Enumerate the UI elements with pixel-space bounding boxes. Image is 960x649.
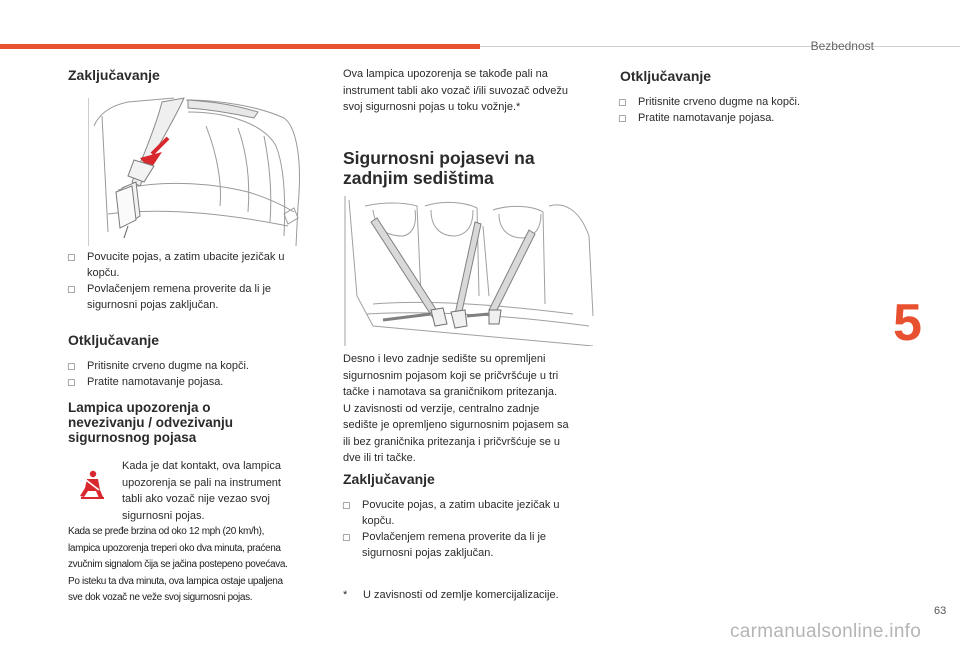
list-item: ▢ Povucite pojas, a zatim ubacite jezičak u xyxy=(87,249,285,266)
list-item-continuation: sigurnosni pojas zaključan. xyxy=(87,299,219,311)
bullet-icon: ▢ xyxy=(342,500,351,510)
bullet-icon: ▢ xyxy=(67,377,76,387)
heading-warning-lamp: Lampica upozorenja o nevezivanju / odvezivanju sigurnosnog pojasa xyxy=(68,400,234,445)
speed-warning-note: Kada se pređe brzina od oko 12 mph (20 km/h), lampica upozorenja treperi oko dva minuta, praćena zvučnim signalom čija se jačina postepeno povećava. Po isteku ta dva minuta, ova lampica ostaje upaljena sve dok vozač ne veže svoj sigurnosni pojas. xyxy=(68,526,288,603)
list-item-continuation: kopču. xyxy=(87,267,120,279)
bullet-icon: ▢ xyxy=(618,97,627,107)
footnote-marker: * xyxy=(343,589,348,601)
list-item: ▢ Pratite namotavanje pojasa. xyxy=(87,374,223,391)
chapter-number: 5 xyxy=(893,294,922,352)
watermark: carmanualsonline.info xyxy=(730,621,922,642)
seatbelt-warning-icon xyxy=(78,470,106,500)
list-item: ▢ Pritisnite crveno dugme na kopči. xyxy=(87,358,249,375)
list-item: ▢ Pratite namotavanje pojasa. xyxy=(638,110,774,127)
list-item: ▢ Povucite pojas, a zatim ubacite jezičak u xyxy=(362,497,560,514)
footnote: U zavisnosti od zemlje komercijalizacije. xyxy=(363,589,559,601)
front-seatbelt-illustration xyxy=(88,96,304,246)
list-item-continuation: kopču. xyxy=(362,515,395,527)
heading-locking: Zaključavanje xyxy=(68,67,160,83)
list-item: ▢ Pritisnite crveno dugme na kopči. xyxy=(638,94,800,111)
header-divider-line xyxy=(480,46,960,47)
rear-seatbelts-illustration xyxy=(343,196,598,346)
list-item: ▢ Povlačenjem remena proverite da li je xyxy=(362,529,546,546)
heading-rear-seatbelts: Sigurnosni pojasevi na zadnjim sedištima xyxy=(343,148,535,188)
bullet-icon: ▢ xyxy=(342,532,351,542)
page-number: 63 xyxy=(934,605,947,617)
bullet-icon: ▢ xyxy=(67,252,76,262)
passenger-warning-text: Ova lampica upozorenja se takođe pali na instrument tabli ako vozač i/ili suvozač odvežu svoj sigurnosni pojas u toku vožnje.* xyxy=(343,68,568,113)
list-item-continuation: sigurnosni pojas zaključan. xyxy=(362,547,494,559)
list-item: ▢ Povlačenjem remena proverite da li je xyxy=(87,281,271,298)
bullet-icon: ▢ xyxy=(67,284,76,294)
heading-unlocking-rear: Otključavanje xyxy=(620,68,712,84)
header-accent-bar xyxy=(0,44,480,49)
bullet-icon: ▢ xyxy=(67,361,76,371)
bullet-icon: ▢ xyxy=(618,113,627,123)
section-title: Bezbednost xyxy=(810,39,874,53)
heading-locking-rear: Zaključavanje xyxy=(343,471,435,487)
heading-unlocking: Otključavanje xyxy=(68,332,160,348)
warning-lamp-text: Kada je dat kontakt, ova lampica upozorenja se pali na instrument tabli ako vozač nije vezao svoj sigurnosni pojas. xyxy=(122,460,281,522)
rear-seatbelt-description: Desno i levo zadnje sedište su opremljeni sigurnosnim pojasom koji se pričvršćuje u tri tačke i namotava sa graničnikom pritezanja. U zavisnosti od verzije, centralno zadnje sedište je opremljeno sigurnosnim pojasem sa ili bez graničnika pritezanja i pričvršćuje se u dve ili tri tačke. xyxy=(343,353,569,464)
